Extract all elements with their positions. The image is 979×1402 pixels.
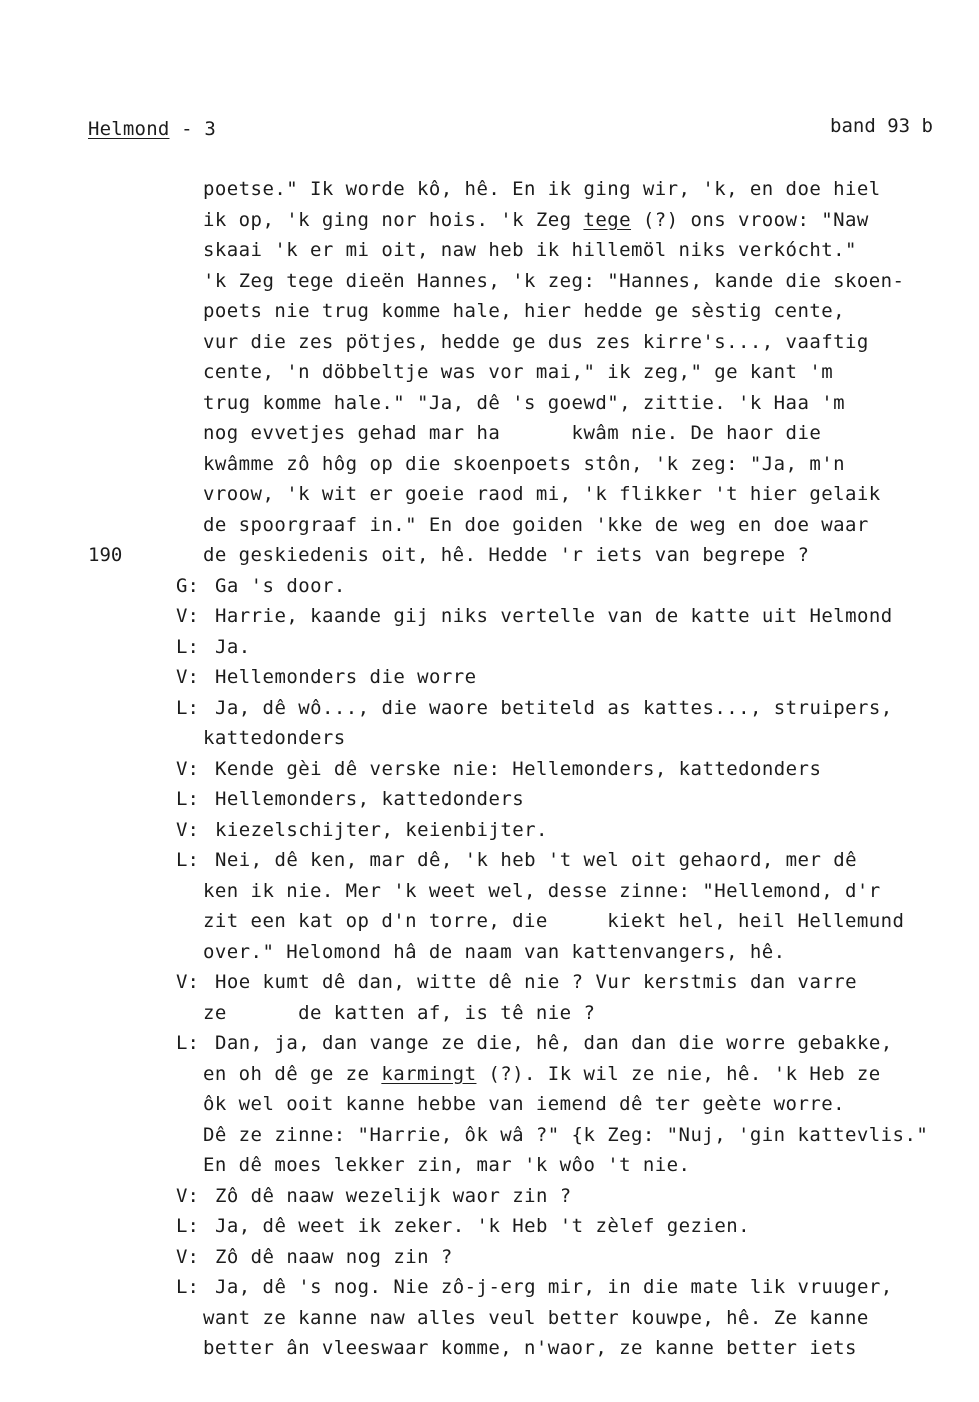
speaker-label: V: xyxy=(176,605,199,627)
line-text: Ja, dê 's nog. Nie zô-j-erg mir, in die mate lik vruuger, xyxy=(215,1276,893,1298)
speaker-label: V: xyxy=(176,1246,199,1268)
margin-line-number: 190 xyxy=(88,544,123,566)
line-text: over." Helomond hâ de naam van kattenvangers, hê. xyxy=(203,941,786,963)
transcript-line xyxy=(215,574,346,598)
line-text: vroow, 'k wit er goeie raod mi, 'k flikker 't hier gelaik xyxy=(203,483,881,505)
transcript-line xyxy=(215,1031,893,1055)
line-text: trug komme hale." "Ja, dê 's goewd", zittie. 'k Haa 'm xyxy=(203,392,846,414)
line-text: Dê ze zinne: "Harrie, ôk wâ ?" {k Zeg: "Nuj, 'gin kattevlis." xyxy=(203,1124,929,1146)
speaker-label: L: xyxy=(176,636,199,658)
line-text: Nei, dê ken, mar dê, 'k heb 't wel oit gehaord, mer dê xyxy=(215,849,858,871)
transcript-line xyxy=(215,1214,750,1238)
line-text: skaai 'k er mi oit, naw heb ik hillemöl niks verkócht." xyxy=(203,239,857,261)
line-text: Zô dê naaw wezelijk waor zin ? xyxy=(215,1185,572,1207)
line-text: Ja. xyxy=(215,636,251,658)
transcript-line xyxy=(203,482,881,506)
transcript-line xyxy=(215,1245,453,1269)
transcript-line xyxy=(203,940,786,964)
transcript-line xyxy=(215,665,477,689)
transcript-line xyxy=(203,1001,595,1025)
page-number: - 3 xyxy=(181,118,217,140)
transcript-line xyxy=(203,1306,869,1330)
transcript-line xyxy=(203,177,881,201)
line-text: Harrie, kaande gij niks vertelle van de katte uit Helmond xyxy=(215,605,893,627)
line-text: nog evvetjes gehad mar ha kwâm nie. De haor die xyxy=(203,422,822,444)
transcript-line xyxy=(215,787,524,811)
line-text: kiezelschijter, keienbijter. xyxy=(215,819,548,841)
line-text: en oh dê ge ze xyxy=(203,1063,382,1085)
transcript-line xyxy=(203,1153,690,1177)
line-text: poetse." Ik worde kô, hê. En ik ging wir, 'k, en doe hiel xyxy=(203,178,881,200)
line-text: Kende gèi dê verske nie: Hellemonders, kattedonders xyxy=(215,758,822,780)
transcript-line xyxy=(215,757,821,781)
line-text: ken ik nie. Mer 'k weet wel, desse zinne: "Hellemond, d'r xyxy=(203,880,881,902)
speaker-label: G: xyxy=(176,575,199,597)
speaker-label: L: xyxy=(176,1215,199,1237)
transcript-line xyxy=(203,726,346,750)
line-text: Ja, dê weet ik zeker. 'k Heb 't zèlef gezien. xyxy=(215,1215,751,1237)
speaker-label: V: xyxy=(176,666,199,688)
line-text: ze de katten af, is tê nie ? xyxy=(203,1002,596,1024)
transcript-line xyxy=(203,238,857,262)
line-text: Ja, dê wô..., die waore betiteld as kattes..., struipers, xyxy=(215,697,893,719)
transcript-line xyxy=(215,970,857,994)
underlined-word: tege xyxy=(583,209,632,231)
transcript-line xyxy=(203,360,833,384)
line-text: better ân vleeswaar komme, n'waor, ze kanne better iets xyxy=(203,1337,857,1359)
line-text: kattedonders xyxy=(203,727,346,749)
line-text: de geskiedenis oit, hê. Hedde 'r iets van begrepe ? xyxy=(203,544,810,566)
transcript-line xyxy=(215,604,893,628)
speaker-label: L: xyxy=(176,1032,199,1054)
band-label: band 93 b xyxy=(830,115,933,137)
line-text: want ze kanne naw alles veul better kouwpe, hê. Ze kanne xyxy=(203,1307,869,1329)
transcript-line xyxy=(203,513,869,537)
speaker-label: L: xyxy=(176,788,199,810)
line-text: Hoe kumt dê dan, witte dê nie ? Vur kerstmis dan varre xyxy=(215,971,858,993)
line-text: Dan, ja, dan vange ze die, hê, dan dan die worre gebakke, xyxy=(215,1032,893,1054)
line-text: kwâmme zô hôg op die skoenpoets stôn, 'k zeg: "Ja, m'n xyxy=(203,453,846,475)
transcript-line xyxy=(203,543,809,567)
transcript-line xyxy=(203,879,881,903)
speaker-label: V: xyxy=(176,971,199,993)
transcript-line xyxy=(203,909,904,933)
line-text: vur die zes pötjes, hedde ge dus zes kirre's..., vaaftig xyxy=(203,331,869,353)
transcript-line xyxy=(203,1336,857,1360)
transcript-line xyxy=(203,421,821,445)
line-text: ik op, 'k ging nor hois. 'k Zeg xyxy=(203,209,584,231)
line-text: poets nie trug komme hale, hier hedde ge sèstig cente, xyxy=(203,300,846,322)
line-text: Hellemonders, kattedonders xyxy=(215,788,525,810)
line-text: cente, 'n döbbeltje was vor mai," ik zeg," ge kant 'm xyxy=(203,361,834,383)
page-header-left xyxy=(88,118,216,140)
transcript-line xyxy=(203,1062,881,1086)
transcript-line xyxy=(203,1092,845,1116)
speaker-label: L: xyxy=(176,1276,199,1298)
transcript-line xyxy=(203,1123,928,1147)
transcript-line xyxy=(215,818,548,842)
line-text: 'k Zeg tege dieën Hannes, 'k zeg: "Hannes, kande die skoen- xyxy=(203,270,905,292)
transcript-line xyxy=(215,1184,572,1208)
line-text: Ga 's door. xyxy=(215,575,346,597)
transcript-line xyxy=(215,1275,893,1299)
transcript-line xyxy=(203,330,869,354)
transcript-line xyxy=(203,299,845,323)
line-text-continued: (?) ons vroow: "Naw xyxy=(631,209,869,231)
speaker-label: V: xyxy=(176,758,199,780)
line-text: de spoorgraaf in." En doe goiden 'kke de weg en doe waar xyxy=(203,514,869,536)
line-text: zit een kat op d'n torre, die kiekt hel, heil Hellemund xyxy=(203,910,905,932)
transcript-line xyxy=(203,208,869,232)
transcript-line xyxy=(203,391,845,415)
transcript-line xyxy=(203,269,904,293)
line-text-continued: (?). Ik wil ze nie, hê. 'k Heb ze xyxy=(476,1063,881,1085)
line-text: En dê moes lekker zin, mar 'k wôo 't nie. xyxy=(203,1154,691,1176)
underlined-word: karmingt xyxy=(381,1063,477,1085)
place-name: Helmond xyxy=(88,118,170,140)
speaker-label: L: xyxy=(176,849,199,871)
speaker-label: V: xyxy=(176,819,199,841)
speaker-label: L: xyxy=(176,697,199,719)
transcript-line xyxy=(215,848,857,872)
transcript-line xyxy=(215,635,251,659)
speaker-label: V: xyxy=(176,1185,199,1207)
line-text: Zô dê naaw nog zin ? xyxy=(215,1246,453,1268)
line-text: ôk wel ooit kanne hebbe van iemend dê ter geète worre. xyxy=(203,1093,846,1115)
transcript-line xyxy=(203,452,845,476)
transcript-line xyxy=(215,696,893,720)
line-text: Hellemonders die worre xyxy=(215,666,477,688)
